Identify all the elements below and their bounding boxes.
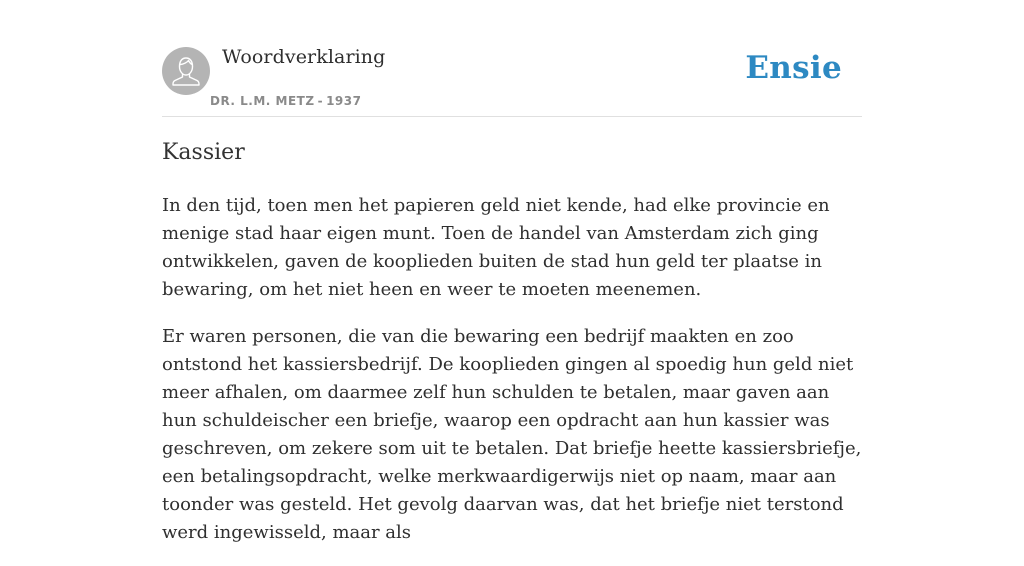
entry-page [162, 0, 862, 543]
entry-paragraph: Er waren personen, die van die bewaring een bedrijf maakten en zoo ontstond het kassiersbedrijf. De kooplieden gingen al spoedig hun geld niet meer afhalen, om daarmee zelf hun schulden te betalen, maar gaven aan hun schuldeischer een briefje, waarop een opdracht aan hun kassier was geschreven, om zekere som uit te betalen. Dat briefje heette kassiersbriefje, een betalingsopdracht, welke merkwaardigerwijs niet op naam, maar aan toonder was gesteld. Het gevolg daarvan was, dat het briefje niet terstond werd ingewisseld, maar als [162, 326, 862, 543]
entry-body [162, 192, 862, 566]
entry-paragraph: In den tijd, toen men het papieren geld niet kende, had elke provincie en menige stad haar eigen munt. Toen de handel van Amsterdam zich ging ontwikkelen, gaven de kooplieden buiten de stad hun geld ter plaatse in bewaring, om het niet heen en weer te moeten meenemen. [162, 195, 830, 300]
source-author[interactable]: DR. L.M. METZ [210, 94, 315, 108]
source-avatar[interactable] [162, 47, 210, 95]
byline-separator: - [317, 94, 324, 108]
entry-header [162, 0, 862, 117]
source-byline [210, 94, 361, 108]
source-year: 1937 [326, 94, 362, 108]
source-title[interactable]: Woordverklaring [222, 46, 386, 68]
ensie-logo[interactable]: Ensie [745, 50, 842, 86]
entry-title: Kassier [162, 140, 245, 165]
user-silhouette-icon [162, 47, 210, 95]
